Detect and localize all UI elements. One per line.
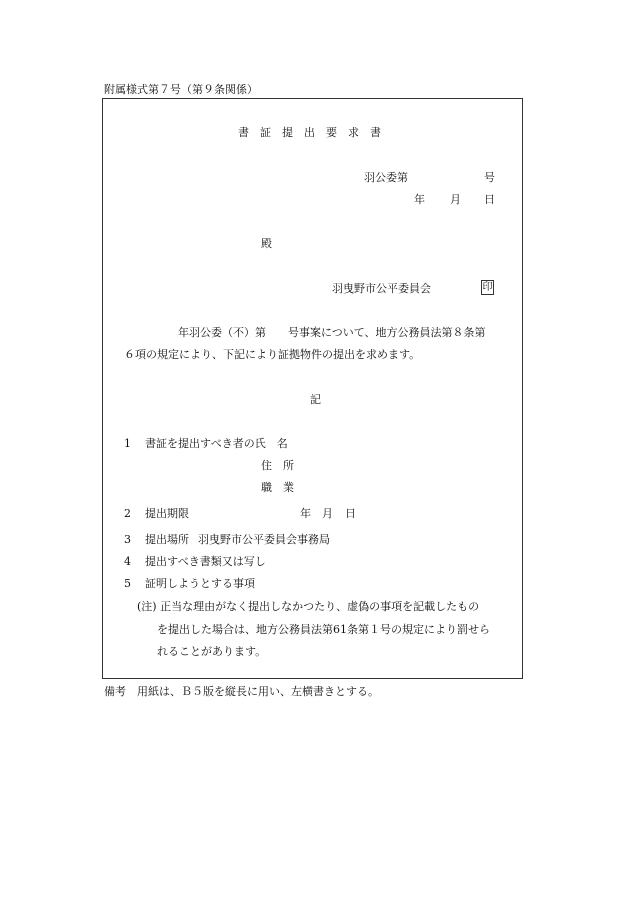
document-title: 書証提出要求書 (238, 126, 392, 139)
item-4-label: 提出すべき書類又は写し (145, 555, 266, 568)
item-5-number: 5 (124, 577, 131, 590)
body-text-line-1: 年羽公委（不）第 号事案について、地方公務員法第８条第 (178, 326, 486, 339)
form-label: 附属様式第７号（第９条関係） (104, 83, 258, 96)
item-2-year-label: 年 (300, 507, 311, 520)
item-4-number: 4 (124, 555, 131, 568)
item-2-number: 2 (124, 507, 131, 520)
item-1-label: 書証を提出すべき者の氏 名 (145, 437, 288, 450)
sender-name: 羽曳野市公平委員会 (332, 282, 431, 295)
addressee-honorific: 殿 (261, 237, 272, 250)
item-2-label: 提出期限 (145, 507, 189, 520)
date-day-label: 日 (484, 193, 495, 206)
document-number-prefix: 羽公委第 (364, 171, 408, 184)
ki-heading: 記 (310, 393, 321, 406)
item-3-value: 羽曳野市公平委員会事務局 (198, 533, 330, 546)
note-line-2: を提出した場合は、地方公務員法第61条第１号の規定により罰せら (157, 623, 490, 636)
document-number-suffix: 号 (484, 171, 495, 184)
note-line-3: れることがあります。 (157, 645, 267, 658)
item-2-month-label: 月 (322, 507, 333, 520)
item-5-label: 証明しようとする事項 (145, 577, 255, 590)
item-3-label: 提出場所 (145, 533, 189, 546)
note-line-1: (注) 正当な理由がなく提出しなかつたり、虚偽の事項を記載したもの (137, 600, 480, 613)
remarks-text: 備考 用紙は、Ｂ５版を縦長に用い、左横書きとする。 (104, 685, 379, 698)
seal-stamp-box: 印 (482, 282, 493, 293)
item-2-day-label: 日 (345, 507, 356, 520)
date-month-label: 月 (450, 193, 461, 206)
item-3-number: 3 (124, 533, 131, 546)
body-text-line-2: ６項の規定により、下記により証拠物件の提出を求めます。 (124, 348, 421, 361)
item-1-occupation-label: 職 業 (261, 481, 294, 494)
date-year-label: 年 (414, 193, 425, 206)
item-1-number: 1 (124, 437, 131, 450)
item-1-address-label: 住 所 (261, 459, 294, 472)
document-frame (102, 98, 523, 679)
